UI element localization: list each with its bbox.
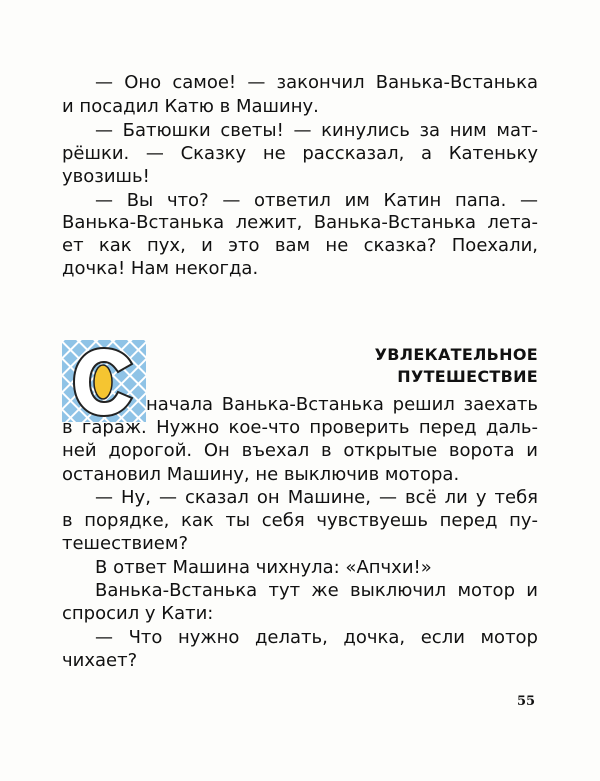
- text-line: ет как пух, и это вам не сказка? Поехали,: [62, 235, 538, 256]
- text-line: чихает?: [62, 650, 138, 671]
- text-line: и посадил Катю в Машину.: [62, 96, 319, 117]
- text-line: дочка! Нам некогда.: [62, 258, 259, 279]
- chapter-title-line-1: УВЛЕКАТЕЛЬНОЕ: [374, 345, 538, 364]
- text-line: в порядке, как ты себя чувствуешь перед пу-: [62, 510, 538, 531]
- text-line: остановил Машину, не выключив мотора.: [62, 464, 460, 485]
- page-number: 55: [517, 694, 536, 709]
- text-line: тешествием?: [62, 533, 188, 554]
- text-line: Ванька-Встанька лежит, Ванька-Встанька лета-: [62, 212, 538, 233]
- text-line: — Батюшки светы! — кинулись за ним мат-: [95, 120, 538, 141]
- text-line: рёшки. — Сказку не рассказал, а Катеньку: [62, 143, 538, 164]
- text-line: спросил у Кати:: [62, 603, 214, 624]
- text-line: — Оно самое! — закончил Ванька-Встанька: [95, 72, 538, 93]
- text-line: ней дорогой. Он въехал в открытые ворота и: [62, 440, 538, 461]
- drop-cap-illustration: [62, 340, 146, 422]
- text-line: Ванька-Встанька тут же выключил мотор и: [95, 580, 538, 601]
- text-line: начала Ванька-Встанька решил заехать: [146, 394, 538, 415]
- chapter-title-line-2: ПУТЕШЕСТВИЕ: [397, 367, 538, 386]
- text-line: в гараж. Нужно кое-что проверить перед даль-: [62, 417, 538, 438]
- text-line: В ответ Машина чихнула: «Апчхи!»: [95, 557, 432, 578]
- text-line: — Вы что? — ответил им Катин папа. —: [95, 190, 538, 211]
- text-line: увозишь!: [62, 166, 150, 187]
- text-line: — Что нужно делать, дочка, если мотор: [95, 627, 538, 648]
- text-line: — Ну, — сказал он Машине, — всё ли у тебя: [95, 487, 538, 508]
